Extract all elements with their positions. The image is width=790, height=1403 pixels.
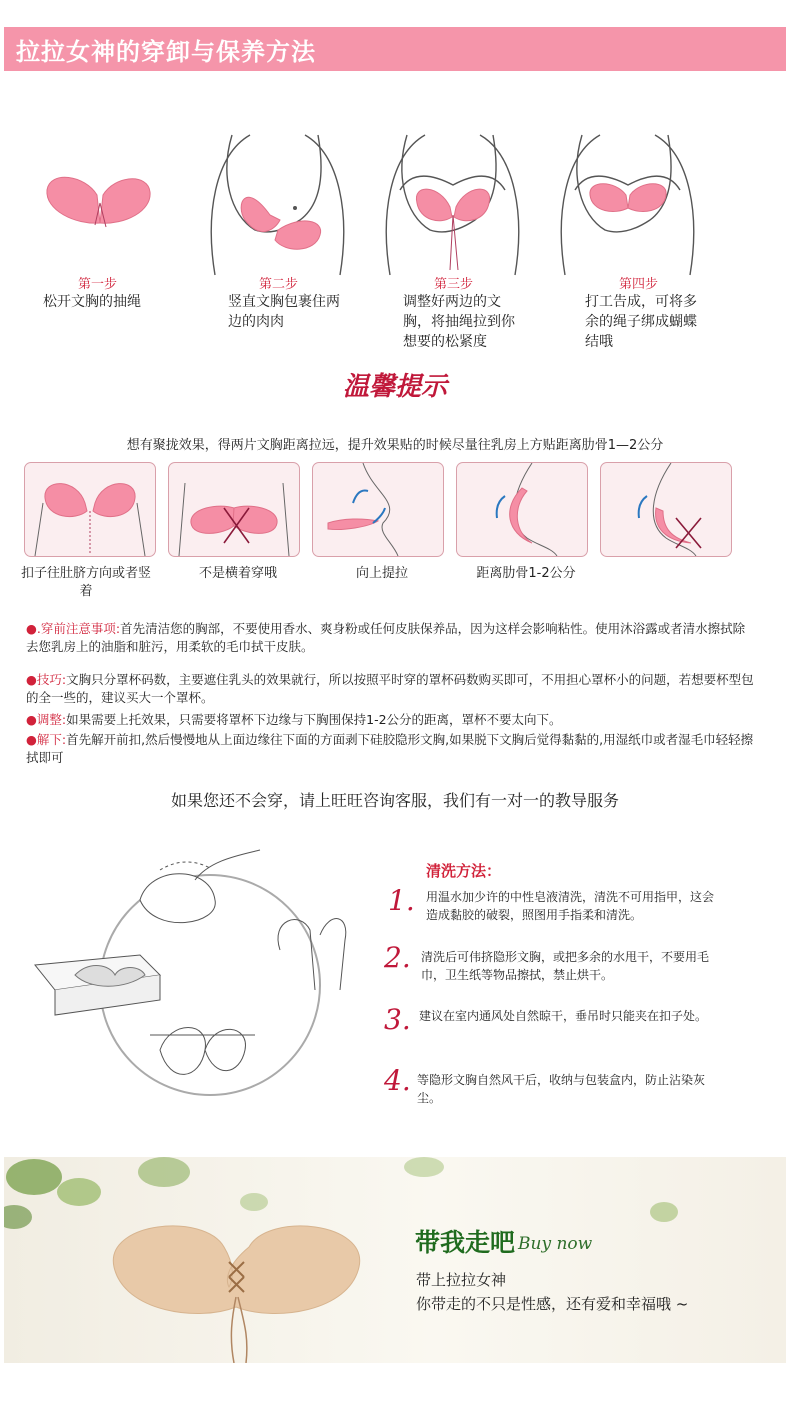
wash-num-3: 3.	[384, 1003, 411, 1036]
wash-text-4: 等隐形文胸自然风干后，收纳与包装盒内，防止沾染灰尘。	[417, 1073, 706, 1105]
tip-caption-4: 距离肋骨1-2公分	[476, 566, 576, 581]
note-tips: ●技巧:文胸只分罩杯码数，主要遮住乳头的效果就行，所以按照平时穿的罩杯码数购买即可，不用担心罩杯小的问题，若想要杯型包的全一些的，建议买大一个罩杯。	[26, 672, 754, 705]
wash-num-2: 2.	[384, 941, 411, 974]
step1-bra-image	[47, 177, 150, 285]
tip-panel-3	[312, 462, 444, 557]
washing-cycle-illustration	[20, 840, 380, 1120]
buy-banner	[4, 1157, 786, 1363]
step-2-text: 竖直文胸包裹住两边的肉肉	[228, 294, 340, 330]
note-remove: ●解下:首先解开前扣,然后慢慢地从上面边缘往下面的方面剥下硅胶隐形文胸,如果脱下文胸后觉得黏黏的,用湿纸巾或者湿毛巾轻轻擦拭即可	[26, 732, 754, 765]
wash-num-4: 4.	[384, 1064, 411, 1097]
tip-panel-1	[24, 462, 156, 557]
page-title: 拉拉女神的穿卸与保养方法	[16, 38, 316, 66]
buy-title: 带我走吧	[415, 1228, 516, 1257]
step-3-text: 调整好两边的文胸，将抽绳拉到你想要的松紧度	[403, 294, 515, 350]
tip-caption-3: 向上提拉	[355, 566, 408, 581]
buy-title-en: Buy now	[518, 1234, 593, 1254]
tip-caption-1: 扣子往肚脐方向或者竖着	[20, 566, 151, 599]
note-before-wear: ●.穿前注意事项:首先清洁您的胸部，不要使用香水、爽身粉或任何皮肤保养品，因为这样会影响粘性。使用沐浴露或者清水擦拭除去您乳房上的油脂和脏污，用柔软的毛巾拭干皮肤。	[26, 621, 746, 654]
tips-subtitle: 想有聚拢效果，得两片文胸距离拉远，提升效果贴的时候尽量往乳房上方贴距离肋骨1—2公分	[126, 438, 664, 453]
wash-text-1: 用温水加少许的中性皂液清洗，清洗不可用指甲，这会造成黏胶的破裂，照图用手指柔和清洗。	[426, 890, 715, 922]
tip-panel-4	[456, 462, 588, 557]
wash-text-2: 清洗后可伟挤隐形文胸，或把多余的水甩干，不要用毛巾，卫生纸等物品擦拭，禁止烘干。	[421, 950, 710, 982]
step-1-title: 第一步	[78, 277, 118, 292]
washing-title: 清洗方法：	[426, 862, 502, 880]
step-2-title: 第二步	[259, 277, 299, 292]
wash-num-1: 1.	[388, 884, 415, 917]
steps-illustration	[0, 95, 790, 285]
tips-title: 温馨提示	[342, 372, 447, 402]
tip-caption-2: 不是横着穿哦	[198, 566, 277, 581]
step-1-text: 松开文胸的抽绳	[43, 294, 141, 310]
tip-panel-2	[168, 462, 300, 557]
buy-line-1: 带上拉拉女神	[416, 1271, 507, 1289]
step-4-title: 第四步	[619, 277, 659, 292]
tip-panel-5	[600, 462, 732, 557]
wash-text-3: 建议在室内通风处自然晾干，垂吊时只能夹在扣子处。	[419, 1009, 708, 1023]
buy-line-2: 你带走的不只是性感，还有爱和幸福哦 ~	[416, 1295, 689, 1313]
consult-text: 如果您还不会穿，请上旺旺咨询客服，我们有一对一的教导服务	[170, 791, 619, 810]
step-3-title: 第三步	[434, 277, 474, 292]
torso-2	[211, 135, 343, 275]
step-4-text: 打工告成，可将多余的绳子绑成蝴蝶结哦	[585, 294, 697, 350]
note-adjust: ●调整:如果需要上托效果，只需要将罩杯下边缘与下胸围保持1-2公分的距离，罩杯不要太向下。	[26, 712, 562, 727]
